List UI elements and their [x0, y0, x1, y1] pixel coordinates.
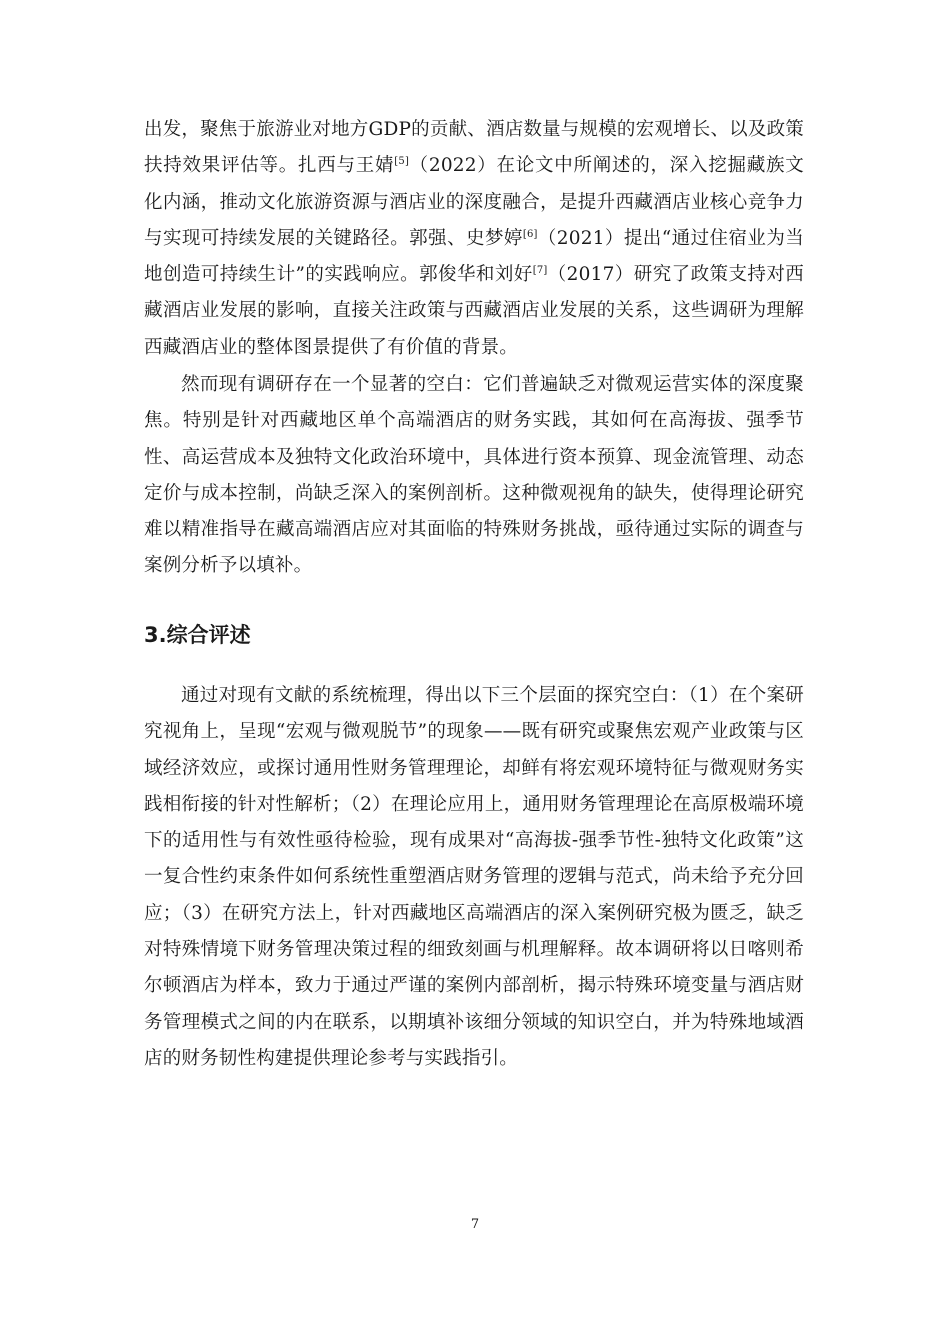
- section-heading-comprehensive-review: 3.综合评述: [144, 623, 251, 647]
- page-number: 7: [470, 1217, 480, 1232]
- paragraph-2-text: 然而现有调研存在一个显著的空白：它们普遍缺乏对微观运营实体的深度聚焦。特别是针对西藏地区单个高端酒店的财务实践，其如何在高海拔、强季节性、高运营成本及独特文化政治环境中，具体进行资本预算、现金流管理、动态定价与成本控制，尚缺乏深入的案例剖析。这种微观视角的缺失，使得理论研究难以精准指导在藏高端酒店应对其面临的特殊财务挑战，亟待通过实际的调查与案例分析予以填补。: [144, 374, 804, 577]
- citation-ref-5: [5]: [394, 156, 410, 168]
- paragraph-1-text-part-3: （2021）提出“通过住宿业为当地创造可持续生计”的实践响应。郭俊华和刘好: [144, 227, 804, 286]
- paragraph-literature-review-continued: [144, 112, 804, 366]
- paragraph-3-text: 通过对现有文献的系统梳理，得出以下三个层面的探究空白：（1）在个案研究视角上，呈现“宏观与微观脱节”的现象——既有研究或聚焦宏观产业政策与区域经济效应，或探讨通用性财务管理理论，却鲜有将宏观环境特征与微观财务实践相衔接的针对性解析；（2）在理论应用上，通用财务管理理论在高原极端环境下的适用性与有效性亟待检验，现有成果对“高海拔-强季节性-独特文化政策”这一复合性约束条件如何系统性重塑酒店财务管理的逻辑与范式，尚未给予充分回应；（3）在研究方法上，针对西藏地区高端酒店的深入案例研究极为匮乏，缺乏对特殊情境下财务管理决策过程的细致刻画与机理解释。故本调研将以日喀则希尔顿酒店为样本，致力于通过严谨的案例内部剖析，揭示特殊环境变量与酒店财务管理模式之间的内在联系，以期填补该细分领域的知识空白，并为特殊地域酒店的财务韧性构建提供理论参考与实践指引。: [144, 685, 804, 1069]
- paragraph-research-gap: [144, 367, 804, 585]
- paragraph-1-text-part-4: （2017）研究了政策支持对西藏酒店业发展的影响，直接关注政策与西藏酒店业发展的关系，这些调研为理解西藏酒店业的整体图景提供了有价值的背景。: [144, 264, 804, 358]
- paragraph-1-text-part-2: （2022）在论文中所阐述的，深入挖掘藏族文化内涵，推动文化旅游资源与酒店业的深度融合，是提升西藏酒店业核心竞争力与实现可持续发展的关键路径。郭强、史梦婷: [144, 155, 805, 249]
- paragraph-comprehensive-review: [144, 678, 804, 1077]
- citation-ref-6: [6]: [522, 228, 538, 240]
- paragraph-1-text-part-1: 出发，聚焦于旅游业对地方GDP的贡献、酒店数量与规模的宏观增长、以及政策扶持效果评估等。扎西与王婧: [144, 119, 804, 177]
- citation-ref-7: [7]: [532, 265, 548, 277]
